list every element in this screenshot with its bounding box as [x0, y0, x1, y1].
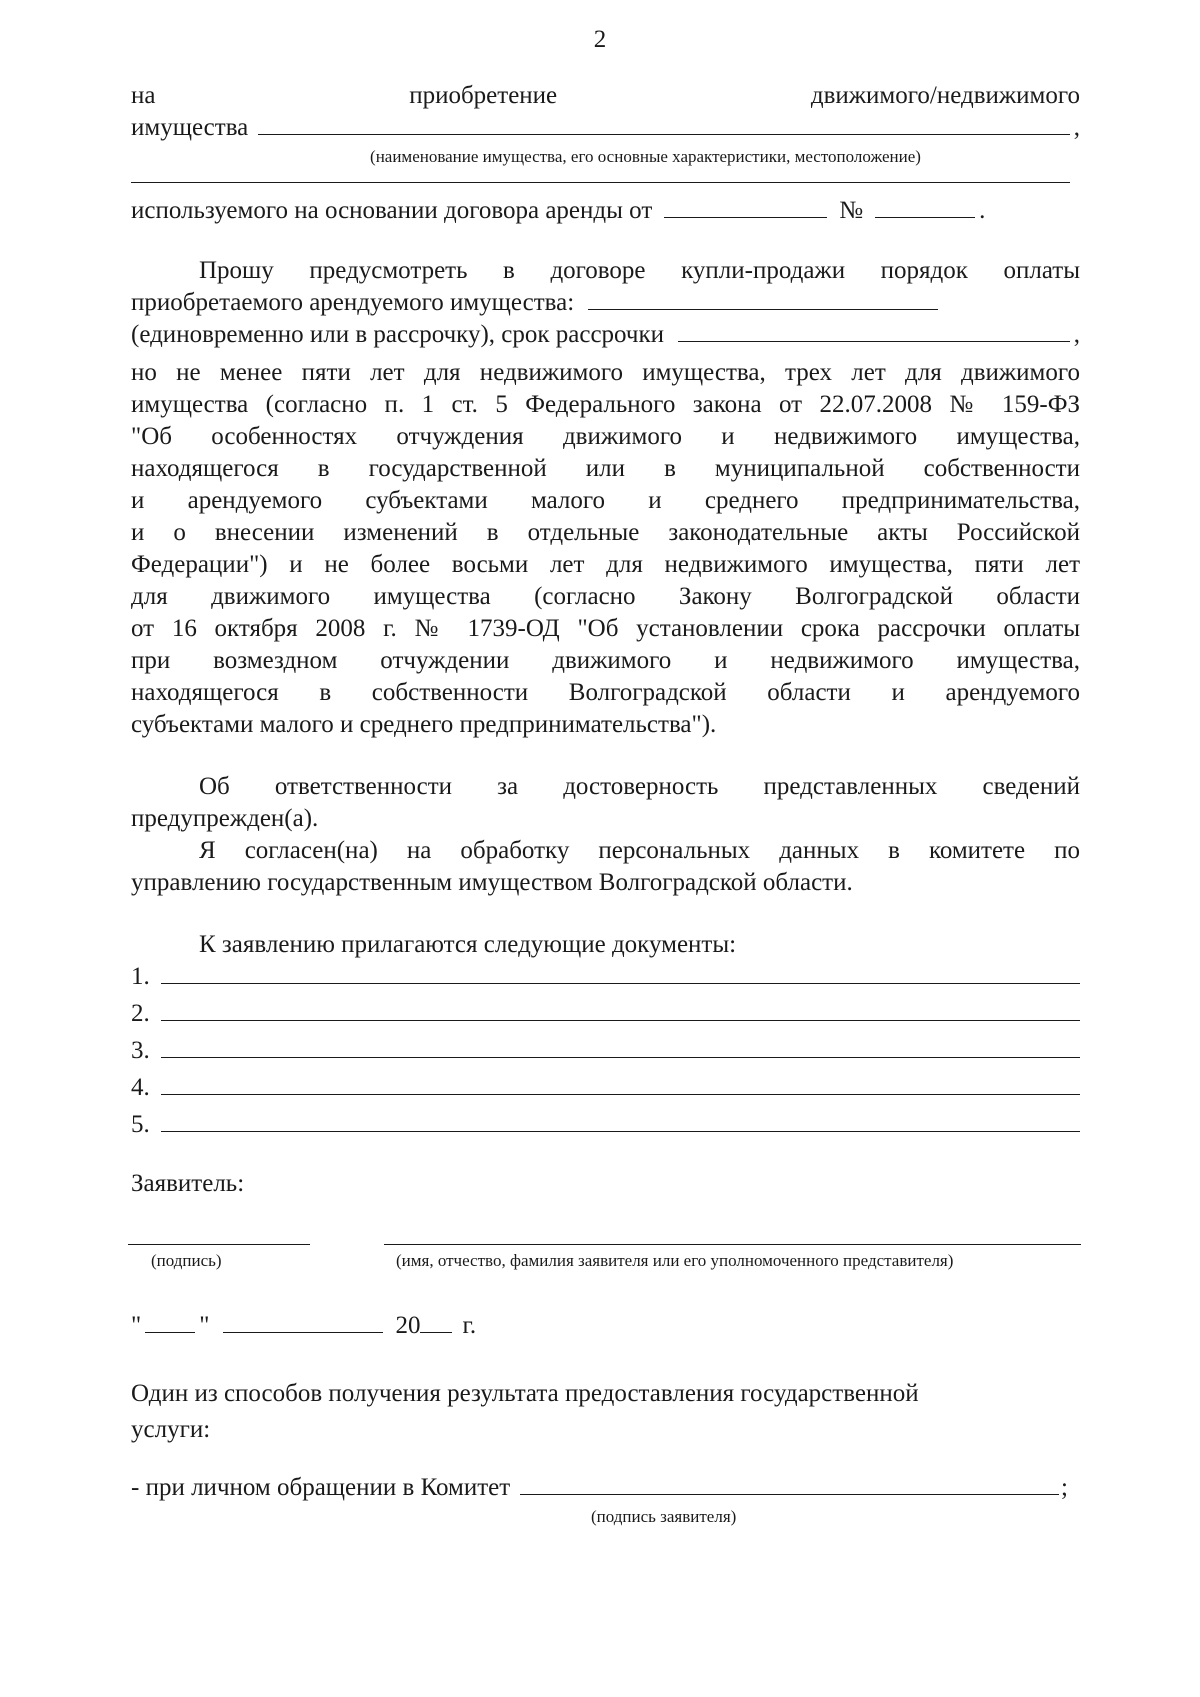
- property-extra-line[interactable]: [131, 182, 1070, 183]
- payment-line-1: Прошу предусмотреть в договоре купли-продажи порядок оплаты: [199, 257, 1080, 284]
- attachment-number: 4.: [131, 1074, 150, 1101]
- payment-line-2: [131, 287, 1080, 319]
- payment-body-line: но не менее пяти лет для недвижимого имущества, трех лет для движимого: [131, 359, 1080, 386]
- attachment-number: 3.: [131, 1037, 150, 1064]
- property-name-field[interactable]: [258, 112, 1069, 135]
- payment-body-line: и о внесении изменений в отдельные законодательные акты Российской: [131, 519, 1080, 546]
- payment-body-line: для движимого имущества (согласно Закону Волгоградской области: [131, 583, 1080, 610]
- attachments-list: [131, 961, 1080, 1146]
- applicant-name-field[interactable]: [384, 1244, 1081, 1245]
- word-property: имущества: [131, 114, 249, 141]
- comma-mark: ,: [1073, 114, 1080, 141]
- personal-visit-line: [131, 1472, 1068, 1504]
- attachment-item: [131, 1035, 1080, 1072]
- month-field[interactable]: [223, 1310, 383, 1333]
- year-field[interactable]: [420, 1310, 452, 1333]
- attachment-field[interactable]: [161, 1035, 1080, 1058]
- payment-body-line: и арендуемого субъектами малого и среднего предпринимательства,: [131, 487, 1080, 514]
- word-movable: движимого/недвижимого: [810, 82, 1080, 109]
- payment-body-line: при возмездном отчуждении движимого и недвижимого имущества,: [131, 647, 1080, 674]
- applicant-signature-row: [131, 1244, 1080, 1304]
- payment-body-line: Федерации") и не более восьми лет для недвижимого имущества, пяти лет: [131, 551, 1080, 578]
- payment-body-line: от 16 октября 2008 г. № 1739-ОД "Об установлении срока рассрочки оплаты: [131, 615, 1080, 642]
- day-field[interactable]: [145, 1310, 195, 1333]
- payment-line-2-text: приобретаемого арендуемого имущества:: [131, 289, 575, 316]
- consent-line-1: Я согласен(на) на обработку персональных данных в комитете по: [199, 837, 1080, 864]
- responsibility-line-2: предупрежден(а).: [131, 805, 319, 832]
- lease-date-field[interactable]: [664, 195, 827, 218]
- payment-line-3-text: (единовременно или в рассрочку), срок рассрочки: [131, 321, 664, 348]
- payment-method-field[interactable]: [588, 287, 938, 310]
- attachment-field[interactable]: [161, 998, 1080, 1021]
- result-line-2: услуги:: [131, 1416, 211, 1443]
- number-sign: №: [839, 197, 864, 224]
- applicant-name-caption: (имя, отчество, фамилия заявителя или его уполномоченного представителя): [396, 1251, 954, 1270]
- result-line-1: Один из способов получения результата предоставления государственной: [131, 1380, 919, 1407]
- page-number: 2: [593, 26, 607, 53]
- attachments-intro: К заявлению прилагаются следующие документы:: [199, 931, 737, 958]
- lease-number-field[interactable]: [875, 195, 975, 218]
- property-caption: (наименование имущества, его основные характеристики, местоположение): [370, 147, 921, 166]
- applicant-label: Заявитель:: [131, 1170, 245, 1197]
- payment-body-line: "Об особенностях отчуждения движимого и недвижимого имущества,: [131, 423, 1080, 450]
- quote-close: ": [199, 1312, 210, 1339]
- word-acquisition: приобретение: [409, 82, 558, 109]
- year-prefix: 20: [395, 1312, 421, 1339]
- year-suffix: г.: [462, 1312, 477, 1339]
- lease-text: используемого на основании договора аренды от: [131, 197, 653, 224]
- quote-open: ": [131, 1312, 142, 1339]
- semicolon-mark: ;: [1061, 1474, 1068, 1501]
- attachment-number: 2.: [131, 1000, 150, 1027]
- payment-paragraph: [131, 255, 1080, 741]
- document-body: [131, 80, 1080, 1528]
- attachment-number: 1.: [131, 963, 150, 990]
- applicant-signature-caption: (подпись заявителя): [591, 1507, 737, 1526]
- date-line: [131, 1310, 1080, 1342]
- payment-line-3: [131, 319, 1080, 351]
- attachment-field[interactable]: [161, 1072, 1080, 1095]
- payment-body: [131, 357, 1080, 741]
- personal-visit-text: - при личном обращении в Комитет: [131, 1474, 511, 1501]
- consent-line-2: управлению государственным имуществом Волгоградской области.: [131, 869, 853, 896]
- attachments-section: [131, 929, 1080, 1146]
- purchase-line: [131, 80, 1080, 112]
- attachment-item: [131, 1109, 1080, 1146]
- attachment-item: [131, 961, 1080, 998]
- property-line: [131, 112, 1080, 144]
- comma-mark: ,: [1073, 321, 1080, 348]
- payment-body-line: находящегося в государственной или в муниципальной собственности: [131, 455, 1080, 482]
- word-na: на: [131, 82, 156, 109]
- signature-caption: (подпись): [151, 1251, 222, 1270]
- attachment-item: [131, 998, 1080, 1035]
- signature-field[interactable]: [128, 1244, 310, 1245]
- responsibility-line-1: Об ответственности за достоверность представленных сведений: [199, 773, 1080, 800]
- period-mark: .: [979, 197, 986, 224]
- lease-line: [131, 195, 1080, 227]
- payment-body-line: имущества (согласно п. 1 ст. 5 Федерального закона от 22.07.2008 № 159-ФЗ: [131, 391, 1080, 418]
- result-section: [131, 1376, 1080, 1448]
- personal-visit-signature-field[interactable]: [520, 1472, 1059, 1495]
- payment-body-line: находящегося в собственности Волгоградской области и арендуемого: [131, 679, 1080, 706]
- payment-body-line: субъектами малого и среднего предпринимательства").: [131, 711, 717, 738]
- attachment-field[interactable]: [161, 1109, 1080, 1132]
- attachment-item: [131, 1072, 1080, 1109]
- attachment-number: 5.: [131, 1111, 150, 1138]
- installment-term-field[interactable]: [678, 319, 1070, 342]
- responsibility-paragraph: [131, 771, 1080, 899]
- attachment-field[interactable]: [161, 961, 1080, 984]
